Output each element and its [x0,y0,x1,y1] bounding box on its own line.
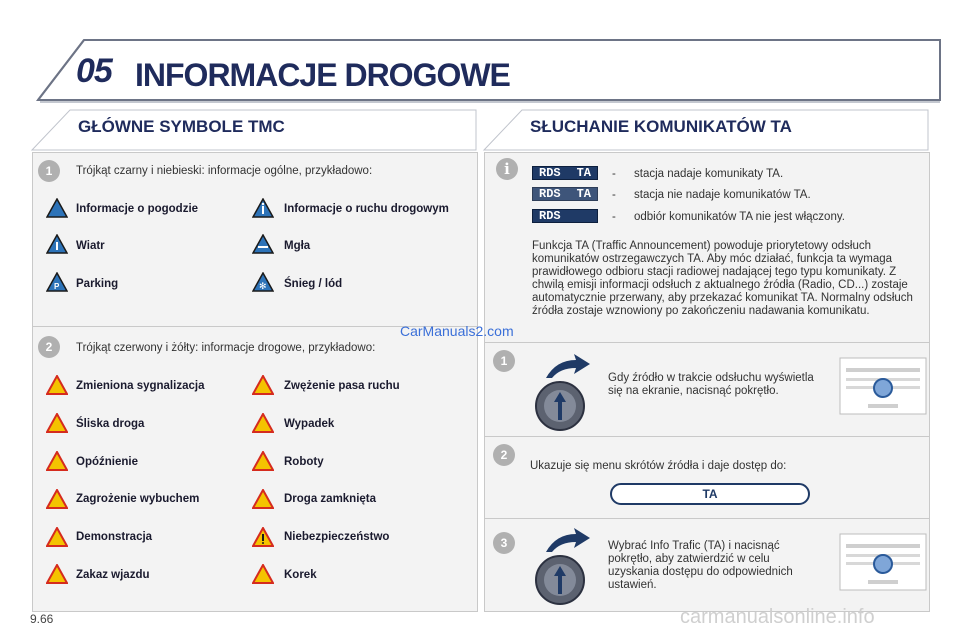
step-text: Ukazuje się menu skrótów źródła i daje dostęp do: [530,460,787,472]
group1-intro: Trójkąt czarny i niebieski: informacje ogólne, przykładowo: [76,165,373,177]
no-entry-icon [46,564,68,584]
symbol-label: Korek [284,569,317,581]
symbol-label: Śnieg / lód [284,278,343,290]
watermark: CarManuals2.com [400,323,514,339]
step-text: Wybrać Info Trafic (TA) i nacisnąć pokrętło, aby zatwierdzić w celu uzyskania dostępu do odpowiednich ustawień. [608,540,793,591]
symbol-label: Droga zamknięta [284,493,377,505]
right-section-title: SŁUCHANIE KOMUNIKATÓW TA [530,117,792,136]
svg-text:P: P [54,282,60,291]
symbol-label: Demonstracja [76,531,153,543]
rds-desc: stacja nadaje komunikaty TA. [634,168,784,180]
symbol-label: Zwężenie pasa ruchu [284,380,400,392]
explosion-hazard-icon [46,489,68,509]
snow-icon [252,272,274,292]
symbol-label: Mgła [284,240,311,252]
rds-ta-display: RDS TA [532,166,598,180]
divider [484,436,930,437]
fog-icon [252,234,274,254]
ta-menu-item[interactable]: TA [610,483,810,505]
bullet-dash: - [612,211,616,223]
step-number: 1 [493,350,515,372]
danger-icon [252,527,274,547]
step-number: 2 [493,444,515,466]
page-number: 9.66 [30,612,54,626]
symbol-label: Roboty [284,456,324,468]
lane-narrowing-icon [252,375,274,395]
rotary-knob-icon [522,348,602,432]
signal-change-icon [46,375,68,395]
traffic-info-icon [252,198,274,218]
symbol-label: Niebezpieczeństwo [284,531,390,543]
footer-watermark: carmanualsonline.info [680,606,875,628]
symbol-label: Informacje o ruchu drogowym [284,203,449,215]
symbol-label: Opóźnienie [76,456,138,468]
symbol-label: Informacje o pogodzie [76,203,199,215]
symbol-label: Zagrożenie wybuchem [76,493,200,505]
traffic-jam-icon [252,564,274,584]
ta-paragraph: Funkcja TA (Traffic Announcement) powoduje priorytetowy odsłuch komunikatów ostrzegawczych TA. Aby móc działać, funkcja ta wymaga prawidłowego odbioru stacji radiowej nadającej tego typu komunikaty. Z chwilą emisji informacji odsłuch z aktualnego źródła (Radio, CD...) zostaje automatycznie przerwany, aby przekazać komunikat TA. Normalny odsłuch źródła zostaje wznowiony po zakończeniu nadawania komunikatu. [532,240,913,317]
road-closed-icon [252,489,274,509]
rds-display: RDS [532,209,598,223]
rotary-knob-icon [522,522,602,606]
step-number: 3 [493,532,515,554]
step-number: 2 [38,336,60,358]
info-icon: i [496,158,518,180]
chapter-number: 05 [76,52,112,90]
symbol-label: Wypadek [284,418,335,430]
weather-info-icon [46,198,68,218]
wind-icon [46,234,68,254]
symbol-label: Zakaz wjazdu [76,569,150,581]
group2-intro: Trójkąt czerwony i żółty: informacje drogowe, przykładowo: [76,342,376,354]
rds-desc: stacja nie nadaje komunikatów TA. [634,189,811,201]
step-number: 1 [38,160,60,182]
symbol-label: Śliska droga [76,418,145,430]
accident-icon [252,413,274,433]
delay-icon [46,451,68,471]
symbol-label: Zmieniona sygnalizacja [76,380,205,392]
bullet-dash: - [612,189,616,201]
symbol-label: Parking [76,278,119,290]
page-title: INFORMACJE DROGOWE [135,57,510,93]
roadworks-icon [252,451,274,471]
demonstration-icon [46,527,68,547]
slippery-road-icon [46,413,68,433]
radio-unit-icon [838,356,928,416]
step-text: Gdy źródło w trakcie odsłuchu wyświetla się na ekranie, nacisnąć pokrętło. [608,372,814,397]
radio-unit-icon [838,532,928,592]
divider [484,342,930,343]
svg-text:✻: ✻ [259,282,267,292]
rds-ta-display: RDS TA [532,187,598,201]
divider [484,518,930,519]
left-section-title: GŁÓWNE SYMBOLE TMC [78,117,285,136]
parking-icon [46,272,68,292]
rds-desc: odbiór komunikatów TA nie jest włączony. [634,211,845,223]
bullet-dash: - [612,168,616,180]
symbol-label: Wiatr [76,240,105,252]
